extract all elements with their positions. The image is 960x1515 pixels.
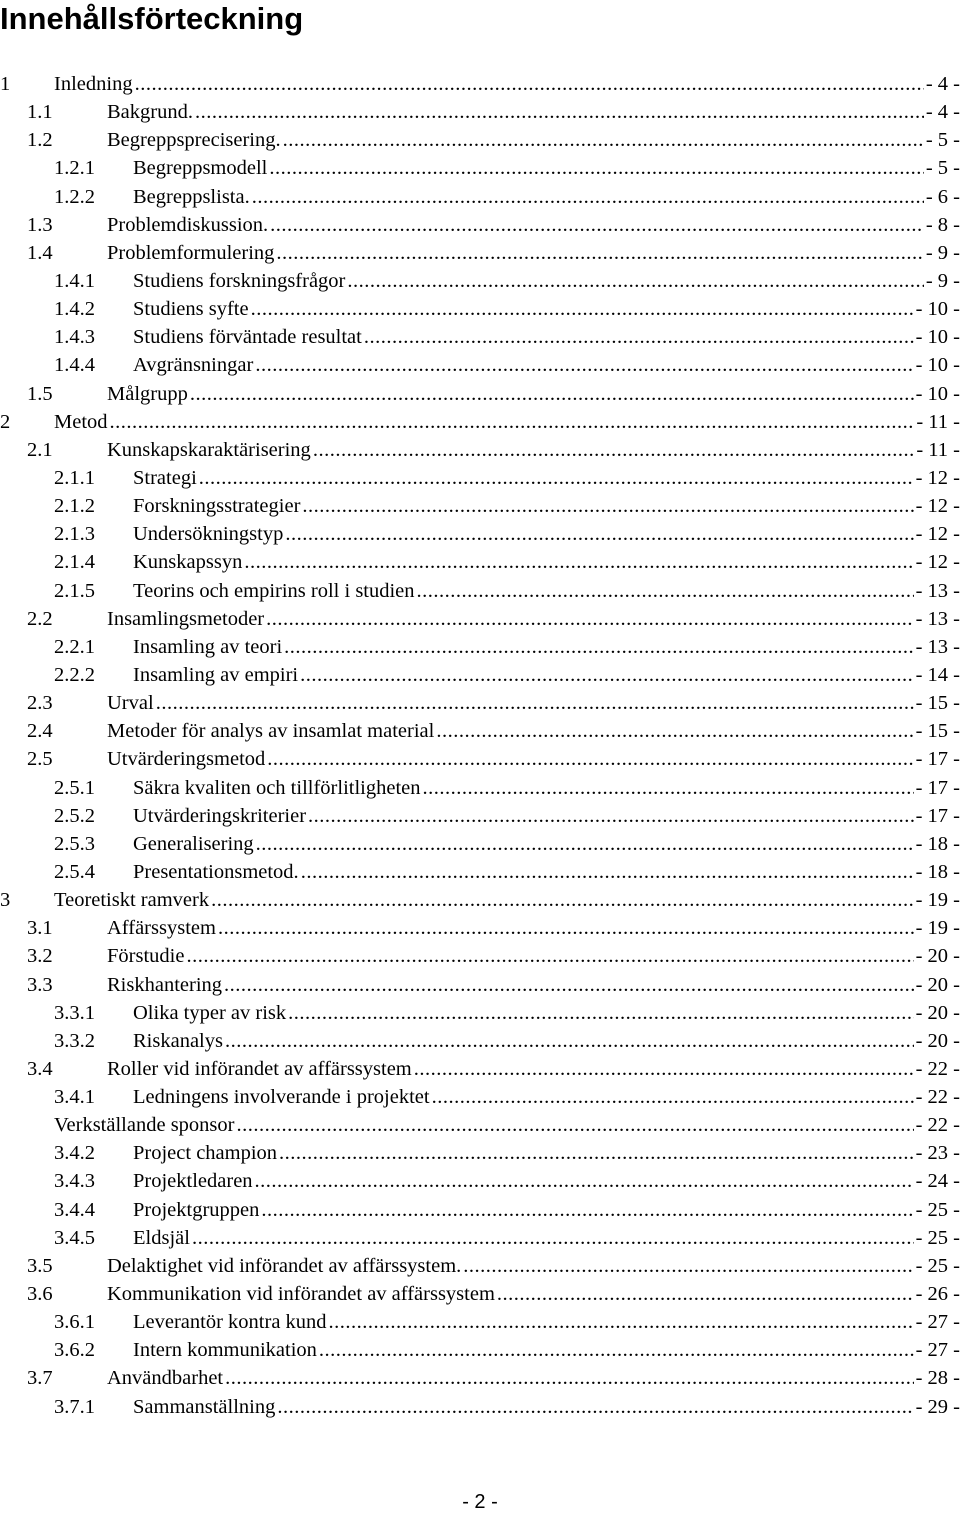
toc-leader-dots (269, 154, 923, 182)
toc-leader-dots (267, 745, 913, 773)
toc-entry-page: - 27 - (914, 1308, 960, 1336)
toc-leader-dots (255, 1167, 914, 1195)
toc-entry-number: 1.3 (27, 213, 53, 236)
toc-entry[interactable] (0, 745, 960, 773)
toc-entry-title: Delaktighet vid införandet av affärssystem. (107, 1252, 463, 1280)
toc-entry[interactable] (0, 717, 960, 745)
toc-leader-dots (192, 1224, 914, 1252)
toc-entry[interactable] (0, 1139, 960, 1167)
toc-entry-number: 2 (0, 410, 11, 433)
toc-entry-title: Ledningens involverande i projektet (133, 1083, 432, 1111)
toc-leader-dots (195, 98, 924, 126)
toc-entry-number: 3.6 (27, 1283, 53, 1306)
toc-leader-dots (236, 1111, 913, 1139)
page-title: Innehållsförteckning (0, 1, 304, 36)
toc-entry-page: - 9 - (924, 267, 960, 295)
toc-entry-page: - 19 - (914, 886, 960, 914)
toc-entry[interactable] (0, 802, 960, 830)
toc-entry[interactable] (0, 1252, 960, 1280)
toc-entry-page: - 13 - (914, 605, 960, 633)
toc-entry-title: Insamlingsmetoder (107, 605, 266, 633)
toc-entry-title: Urval (107, 689, 156, 717)
toc-leader-dots (436, 717, 913, 745)
toc-leader-dots (417, 577, 914, 605)
toc-leader-dots (261, 1196, 913, 1224)
toc-entry-page: - 15 - (914, 717, 960, 745)
toc-entry[interactable] (0, 295, 960, 323)
toc-entry-number: 2.2.2 (54, 663, 95, 686)
toc-entry-title: Leverantör kontra kund (133, 1308, 329, 1336)
toc-entry-number: 1.4.3 (54, 326, 95, 349)
toc-entry[interactable] (0, 267, 960, 295)
toc-entry[interactable] (0, 548, 960, 576)
toc-entry-title: Undersökningstyp (133, 520, 285, 548)
toc-entry-title: Metod (54, 408, 110, 436)
toc-entry-title: Forskningsstrategier (133, 492, 302, 520)
toc-entry-page: - 17 - (914, 745, 960, 773)
toc-entry[interactable] (0, 1308, 960, 1336)
toc-leader-dots (423, 774, 914, 802)
toc-leader-dots (199, 464, 914, 492)
toc-entry-page: - 20 - (914, 971, 960, 999)
toc-entry-title: Kunskapskaraktärisering (107, 436, 313, 464)
toc-entry[interactable] (0, 351, 960, 379)
toc-entry-page: - 18 - (914, 858, 960, 886)
toc-entry[interactable] (0, 605, 960, 633)
toc-entry[interactable] (0, 1111, 960, 1139)
toc-leader-dots (277, 1393, 913, 1421)
toc-entry-page: - 26 - (914, 1280, 960, 1308)
toc-entry-title: Inledning (54, 70, 135, 98)
toc-leader-dots (256, 830, 914, 858)
toc-entry-title: Säkra kvaliten och tillförlitligheten (133, 774, 423, 802)
toc-leader-dots (255, 351, 913, 379)
toc-leader-dots (225, 1027, 914, 1055)
toc-leader-dots (190, 380, 914, 408)
toc-entry-title: Kunskapssyn (133, 548, 244, 576)
toc-leader-dots (135, 70, 924, 98)
toc-entry-title: Begreppsmodell (133, 154, 269, 182)
toc-entry-page: - 5 - (924, 126, 960, 154)
toc-entry[interactable] (0, 1393, 960, 1421)
toc-entry[interactable] (0, 1196, 960, 1224)
toc-entry-title: Insamling av teori (133, 633, 284, 661)
toc-entry-page: - 20 - (914, 942, 960, 970)
toc-entry[interactable] (0, 323, 960, 351)
toc-entry-title: Utvärderingskriterier (133, 802, 308, 830)
toc-entry-page: - 8 - (924, 211, 960, 239)
toc-entry[interactable] (0, 774, 960, 802)
toc-entry[interactable] (0, 154, 960, 182)
toc-entry-number: 1.2.1 (54, 157, 95, 180)
toc-entry-number: 1.2.2 (54, 185, 95, 208)
toc-entry-number: 3.6.1 (54, 1311, 95, 1334)
toc-entry-title: Projektledaren (133, 1167, 255, 1195)
toc-entry[interactable] (0, 70, 960, 98)
table-of-contents (0, 70, 960, 1421)
toc-entry-number: 1 (0, 73, 11, 95)
toc-leader-dots (276, 239, 923, 267)
toc-entry-page: - 5 - (924, 154, 960, 182)
toc-entry-title: Riskanalys (133, 1027, 225, 1055)
toc-leader-dots (211, 886, 913, 914)
toc-entry[interactable] (0, 98, 960, 126)
toc-entry[interactable] (0, 1055, 960, 1083)
toc-entry[interactable] (0, 183, 960, 211)
toc-entry-title: Sammanställning (133, 1393, 277, 1421)
toc-leader-dots (364, 323, 914, 351)
toc-leader-dots (285, 520, 913, 548)
toc-entry-number: 3.3.2 (54, 1029, 95, 1052)
toc-entry-title: Begreppsprecisering. (107, 126, 283, 154)
toc-entry-page: - 25 - (914, 1252, 960, 1280)
toc-leader-dots (301, 858, 914, 886)
toc-leader-dots (319, 1336, 914, 1364)
toc-entry[interactable] (0, 1224, 960, 1252)
toc-entry-number: 2.1.1 (54, 466, 95, 489)
toc-entry[interactable] (0, 1167, 960, 1195)
toc-entry-title: Insamling av empiri (133, 661, 300, 689)
toc-entry-number: 2.2 (27, 607, 53, 630)
toc-entry-title: Project champion (133, 1139, 279, 1167)
toc-entry-title: Olika typer av risk (133, 999, 288, 1027)
toc-entry-number: 2.5.4 (54, 860, 95, 883)
toc-entry-page: - 17 - (914, 802, 960, 830)
toc-entry-number: 1.2 (27, 129, 53, 152)
toc-entry-number: 2.1.4 (54, 551, 95, 574)
toc-entry[interactable] (0, 1027, 960, 1055)
toc-entry-title: Teorins och empirins roll i studien (133, 577, 417, 605)
toc-leader-dots (244, 548, 913, 576)
toc-leader-dots (308, 802, 914, 830)
toc-entry-page: - 22 - (914, 1111, 960, 1139)
toc-entry[interactable] (0, 971, 960, 999)
toc-leader-dots (288, 999, 913, 1027)
toc-entry-page: - 17 - (914, 774, 960, 802)
toc-entry-page: - 25 - (914, 1224, 960, 1252)
toc-entry-page: - 14 - (914, 661, 960, 689)
toc-leader-dots (283, 126, 924, 154)
toc-entry-title: Avgränsningar (133, 351, 255, 379)
toc-entry[interactable] (0, 239, 960, 267)
toc-entry-number: 2.2.1 (54, 635, 95, 658)
toc-entry-page: - 6 - (924, 183, 960, 211)
toc-entry-title: Begreppslista. (133, 183, 252, 211)
toc-entry-page: - 11 - (914, 436, 960, 464)
toc-entry-page: - 12 - (914, 520, 960, 548)
toc-entry-title: Projektgruppen (133, 1196, 261, 1224)
toc-leader-dots (302, 492, 913, 520)
toc-leader-dots (225, 1364, 913, 1392)
page-number: - 2 - (462, 1491, 498, 1513)
toc-entry-page: - 13 - (914, 633, 960, 661)
toc-leader-dots (224, 971, 914, 999)
toc-entry-page: - 12 - (914, 492, 960, 520)
toc-entry[interactable] (0, 492, 960, 520)
toc-entry-title: Roller vid införandet av affärssystem (107, 1055, 414, 1083)
toc-entry-page: - 10 - (914, 351, 960, 379)
toc-entry-page: - 4 - (924, 70, 960, 98)
toc-entry-number: 1.4.1 (54, 269, 95, 292)
toc-entry-number: 2.1.3 (54, 523, 95, 546)
toc-entry-number: 2.1.2 (54, 495, 95, 518)
toc-entry-page: - 15 - (914, 689, 960, 717)
toc-entry-number: 3.4 (27, 1057, 53, 1080)
toc-entry-number: 3.3.1 (54, 1001, 95, 1024)
toc-entry-title: Problemformulering (107, 239, 276, 267)
toc-entry[interactable] (0, 520, 960, 548)
toc-entry-page: - 12 - (914, 548, 960, 576)
toc-leader-dots (110, 408, 915, 436)
toc-entry-page: - 28 - (914, 1364, 960, 1392)
toc-entry-page: - 20 - (914, 999, 960, 1027)
toc-entry-title: Metoder för analys av insamlat material (107, 717, 436, 745)
toc-entry[interactable] (0, 1364, 960, 1392)
toc-leader-dots (329, 1308, 914, 1336)
toc-entry-number: 3.2 (27, 945, 53, 968)
toc-leader-dots (270, 211, 924, 239)
toc-entry-number: 3 (0, 889, 11, 912)
toc-entry-number: 3.4.1 (54, 1086, 95, 1109)
toc-entry[interactable] (0, 464, 960, 492)
toc-leader-dots (252, 183, 924, 211)
toc-entry-page: - 11 - (914, 408, 960, 436)
toc-entry-number: 2.5.3 (54, 832, 95, 855)
toc-entry-page: - 4 - (924, 98, 960, 126)
toc-leader-dots (347, 267, 923, 295)
toc-leader-dots (186, 942, 913, 970)
toc-entry[interactable] (0, 1336, 960, 1364)
toc-leader-dots (300, 661, 913, 689)
toc-entry-title: Strategi (133, 464, 199, 492)
toc-entry[interactable] (0, 1083, 960, 1111)
toc-entry[interactable] (0, 1280, 960, 1308)
toc-entry[interactable] (0, 633, 960, 661)
toc-entry[interactable] (0, 436, 960, 464)
toc-entry-title: Problemdiskussion. (107, 211, 270, 239)
toc-leader-dots (251, 295, 914, 323)
toc-entry-title: Användbarhet (107, 1364, 225, 1392)
toc-entry-number: 1.5 (27, 382, 53, 405)
toc-entry-number: 2.3 (27, 692, 53, 715)
toc-leader-dots (414, 1055, 914, 1083)
toc-entry[interactable] (0, 211, 960, 239)
toc-entry-number: 3.4.5 (54, 1226, 95, 1249)
toc-leader-dots (266, 605, 913, 633)
toc-entry-number: 3.1 (27, 917, 53, 940)
toc-entry-title: Studiens forskningsfrågor (133, 267, 347, 295)
toc-entry-page: - 10 - (914, 295, 960, 323)
toc-entry-number: 3.7 (27, 1367, 53, 1390)
toc-entry-number: 1.4.4 (54, 354, 95, 377)
toc-entry-number: 2.5.1 (54, 776, 95, 799)
toc-entry-number: 3.4.2 (54, 1142, 95, 1165)
toc-entry-page: - 10 - (914, 380, 960, 408)
toc-entry-number: 3.4.4 (54, 1198, 95, 1221)
toc-leader-dots (284, 633, 913, 661)
toc-entry-page: - 10 - (914, 323, 960, 351)
toc-entry-title: Studiens syfte (133, 295, 251, 323)
toc-leader-dots (279, 1139, 914, 1167)
toc-entry-title: Förstudie (107, 942, 186, 970)
toc-entry-title: Presentationsmetod. (133, 858, 301, 886)
toc-entry-page: - 27 - (914, 1336, 960, 1364)
toc-entry[interactable] (0, 408, 960, 436)
toc-entry-page: - 22 - (914, 1055, 960, 1083)
toc-entry-number: 3.3 (27, 973, 53, 996)
toc-entry[interactable] (0, 126, 960, 154)
toc-leader-dots (497, 1280, 914, 1308)
toc-entry-page: - 22 - (914, 1083, 960, 1111)
toc-entry[interactable] (0, 914, 960, 942)
toc-entry-number: 3.5 (27, 1254, 53, 1277)
toc-entry[interactable] (0, 689, 960, 717)
toc-entry-title: Verkställande sponsor (54, 1111, 236, 1139)
toc-entry-title: Målgrupp (107, 380, 190, 408)
toc-entry-page: - 23 - (914, 1139, 960, 1167)
toc-entry-page: - 13 - (914, 577, 960, 605)
toc-leader-dots (432, 1083, 914, 1111)
toc-entry-title: Kommunikation vid införandet av affärssystem (107, 1280, 497, 1308)
toc-entry-number: 3.6.2 (54, 1339, 95, 1362)
toc-entry-number: 1.4 (27, 241, 53, 264)
toc-entry[interactable] (0, 661, 960, 689)
toc-entry-number: 2.4 (27, 720, 53, 743)
toc-leader-dots (156, 689, 914, 717)
toc-entry-page: - 12 - (914, 464, 960, 492)
toc-entry-title: Generalisering (133, 830, 256, 858)
toc-entry-title: Intern kommunikation (133, 1336, 319, 1364)
toc-entry-page: - 20 - (914, 1027, 960, 1055)
toc-entry-page: - 18 - (914, 830, 960, 858)
toc-entry-number: 3.7.1 (54, 1395, 95, 1418)
toc-entry-number: 2.1 (27, 438, 53, 461)
toc-entry-page: - 25 - (914, 1196, 960, 1224)
toc-entry[interactable] (0, 577, 960, 605)
toc-entry-number: 3.4.3 (54, 1170, 95, 1193)
toc-leader-dots (218, 914, 914, 942)
toc-entry-number: 1.4.2 (54, 298, 95, 321)
toc-entry[interactable] (0, 999, 960, 1027)
toc-entry[interactable] (0, 380, 960, 408)
toc-entry[interactable] (0, 886, 960, 914)
toc-entry-title: Riskhantering (107, 971, 224, 999)
toc-entry-title: Bakgrund. (107, 98, 195, 126)
toc-entry-page: - 9 - (924, 239, 960, 267)
toc-entry-title: Studiens förväntade resultat (133, 323, 364, 351)
toc-entry-number: 2.1.5 (54, 579, 95, 602)
toc-entry[interactable] (0, 858, 960, 886)
toc-entry-title: Teoretiskt ramverk (54, 886, 211, 914)
toc-entry-title: Eldsjäl (133, 1224, 192, 1252)
toc-entry-title: Affärssystem (107, 914, 218, 942)
toc-entry-number: 1.1 (27, 101, 53, 124)
toc-entry-title: Utvärderingsmetod (107, 745, 267, 773)
toc-entry[interactable] (0, 830, 960, 858)
toc-entry[interactable] (0, 942, 960, 970)
toc-entry-page: - 24 - (914, 1167, 960, 1195)
toc-leader-dots (313, 436, 915, 464)
toc-entry-number: 2.5 (27, 748, 53, 771)
toc-entry-page: - 19 - (914, 914, 960, 942)
toc-leader-dots (463, 1252, 913, 1280)
toc-entry-page: - 29 - (914, 1393, 960, 1421)
toc-entry-number: 2.5.2 (54, 804, 95, 827)
